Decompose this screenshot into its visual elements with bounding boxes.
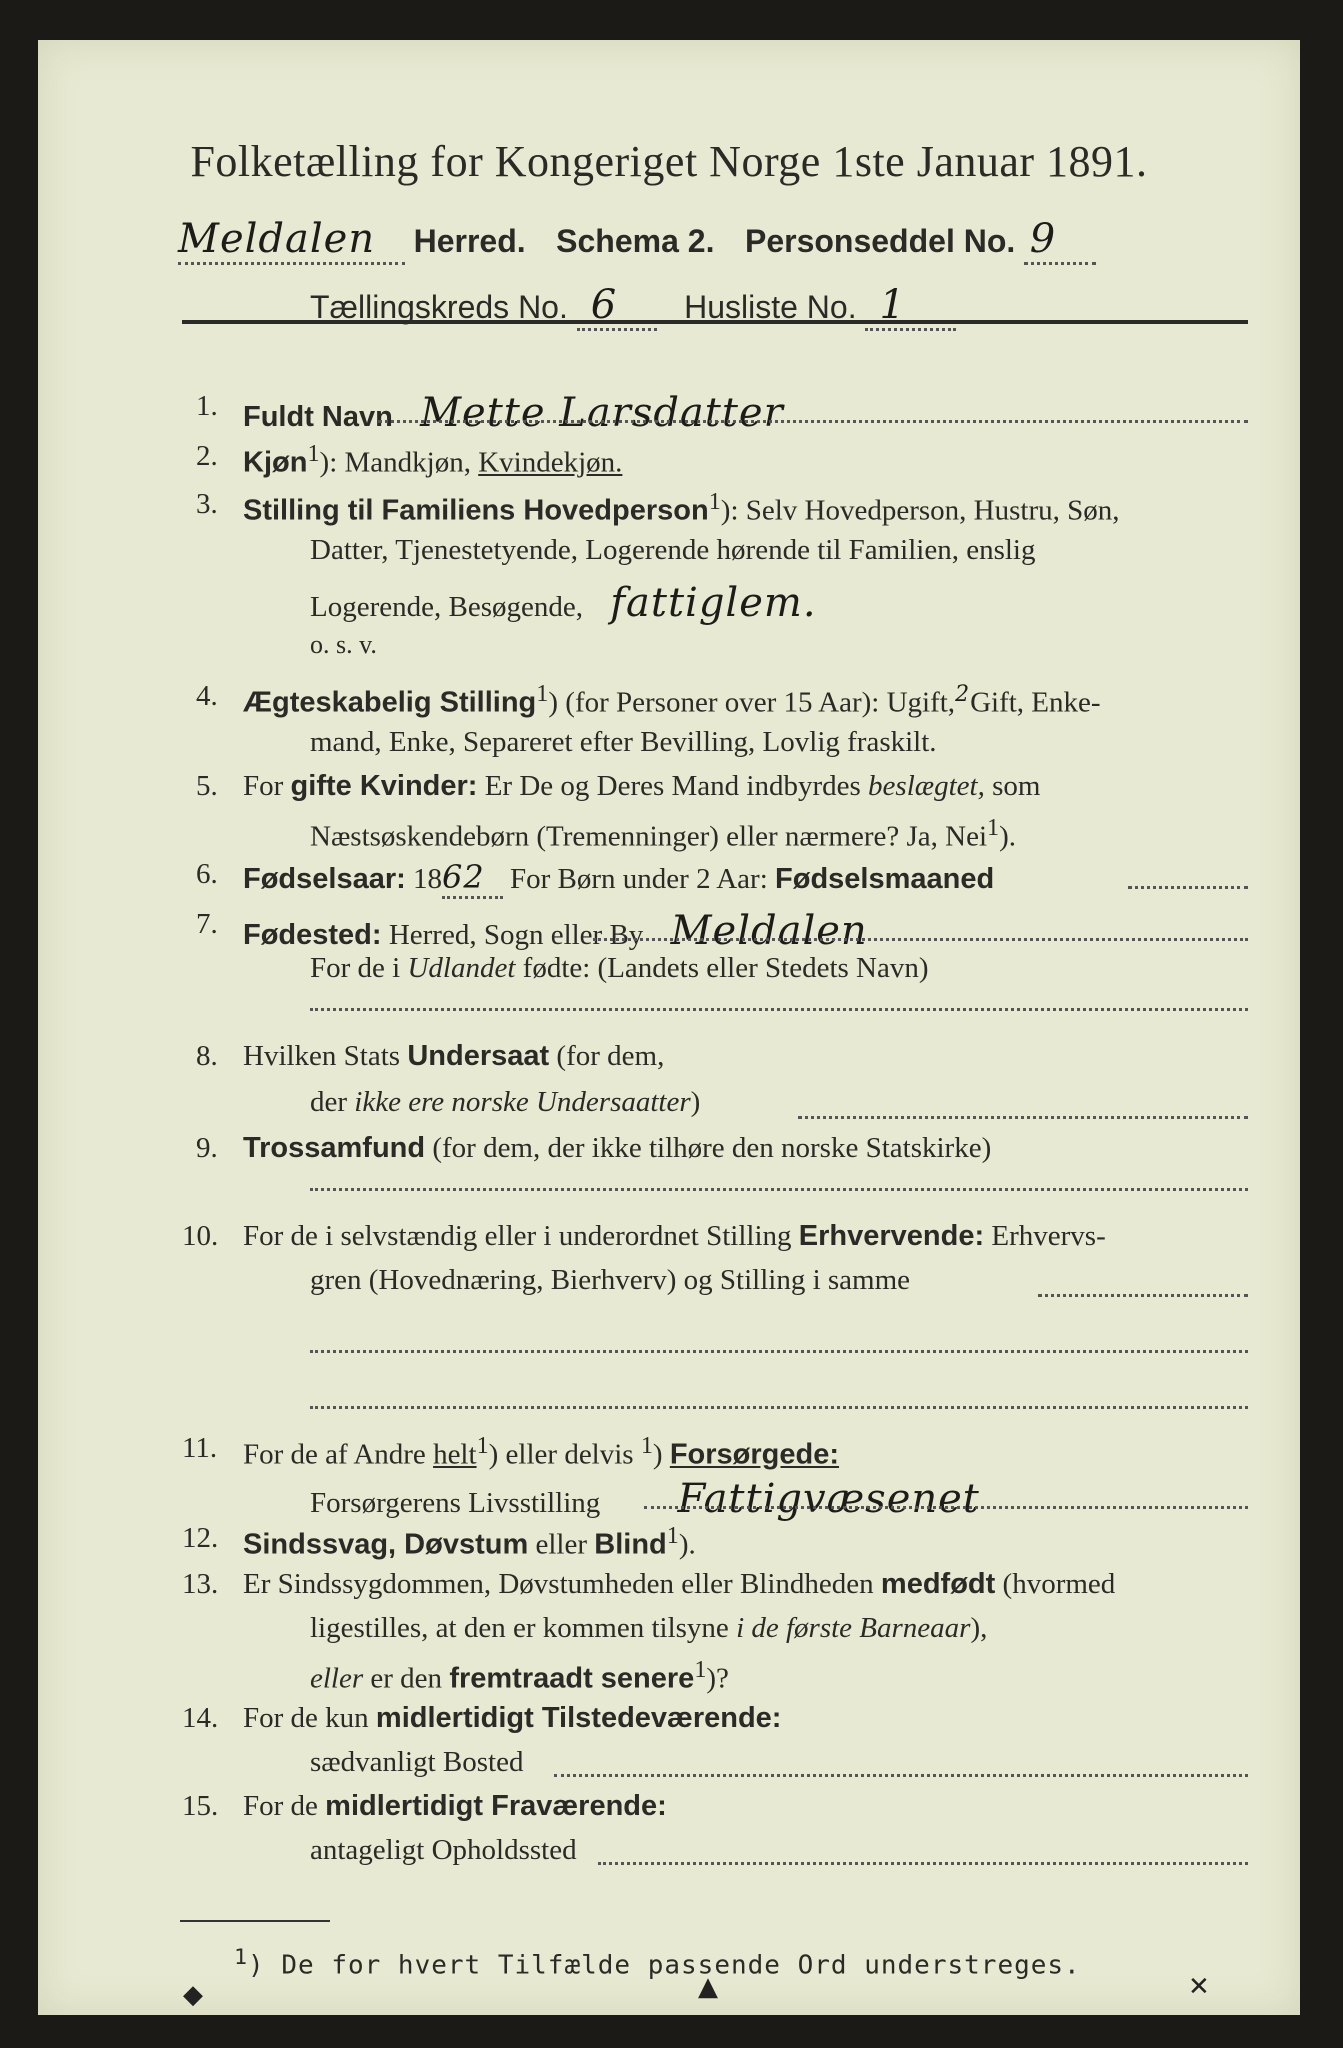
item-10-line1 bbox=[243, 1220, 1106, 1253]
header-rule bbox=[182, 320, 1248, 324]
kreds-label: Tællingskreds No. bbox=[310, 289, 568, 325]
footnote-ref: 1 bbox=[666, 1522, 679, 1549]
item-label: Blind bbox=[594, 1528, 667, 1561]
item-3-line3 bbox=[310, 580, 817, 626]
footnote-rule bbox=[180, 1920, 330, 1922]
item-2-kjon: Kjøn$^1$): Mandkjøn, Kvindekjøn. bbox=[243, 440, 623, 479]
husliste-value: 1 bbox=[865, 282, 955, 331]
birthplace-value: Meldalen bbox=[670, 908, 868, 954]
item-text: 18 bbox=[405, 863, 443, 895]
item-number: 14. bbox=[182, 1702, 219, 1734]
item-13-line1 bbox=[243, 1568, 1115, 1601]
item-text: ). bbox=[678, 1528, 696, 1561]
personseddel-value: 9 bbox=[1024, 216, 1096, 265]
answer-line bbox=[1128, 886, 1248, 889]
item-10-line2: gren (Hovednæring, Bierhverv) og Stilling i samme bbox=[310, 1264, 911, 1296]
item-number: 4. bbox=[196, 680, 218, 712]
item-text: For de i bbox=[310, 952, 408, 984]
item-text: som bbox=[984, 770, 1041, 802]
footnote-ref: 1 bbox=[234, 1945, 249, 1970]
item-number: 12. bbox=[182, 1522, 219, 1554]
footnote-ref: 1 bbox=[987, 814, 1000, 841]
item-text: For Børn under 2 Aar: bbox=[502, 863, 776, 895]
item-3-line2: Datter, Tjenestetyende, Logerende hørende til Familien, enslig bbox=[310, 534, 1036, 566]
item-text: For de bbox=[243, 1790, 326, 1822]
item-6-fodselsaar bbox=[243, 858, 994, 899]
item-13-line3 bbox=[310, 1656, 729, 1696]
item-text: ligestilles, at den er kommen tilsyne bbox=[310, 1612, 737, 1644]
item-label: Erhvervende: bbox=[798, 1220, 985, 1252]
footnote-ref: 1 bbox=[708, 488, 721, 515]
item-13-line2 bbox=[310, 1612, 987, 1645]
stilling-value: fattiglem. bbox=[610, 580, 817, 626]
item-text: Herred, Sogn eller By bbox=[381, 919, 644, 951]
answer-line bbox=[310, 1350, 1248, 1353]
item-text: For bbox=[243, 770, 291, 802]
answer-line bbox=[554, 1774, 1248, 1777]
answer-line bbox=[1038, 1294, 1248, 1297]
answer-line bbox=[598, 1862, 1248, 1865]
item-text: Erhvervs- bbox=[984, 1220, 1106, 1252]
item-text: Næstsøskendebørn (Tremenninger) eller nærmere? Ja, Nei bbox=[310, 820, 988, 853]
item-3-line1: Stilling til Familiens Hovedperson$^1$): Selv Hovedperson, Hustru, Søn, bbox=[243, 488, 1120, 527]
item-label: Stilling til Familiens Hovedperson bbox=[243, 494, 709, 527]
item-number: 15. bbox=[182, 1790, 219, 1822]
footnote-ref: 1 bbox=[476, 1432, 489, 1459]
footnote-text: ) De for hvert Tilfælde passende Ord understreges. bbox=[248, 1950, 1081, 1981]
item-label: Ægteskabelig Stilling bbox=[243, 686, 537, 719]
item-text: : Selv Hovedperson, Hustru, Søn, bbox=[730, 494, 1120, 527]
item-text: ). bbox=[999, 820, 1017, 853]
item-label: Fuldt Navn bbox=[243, 401, 393, 433]
handwritten-mark: 2 bbox=[955, 682, 971, 707]
forsorger-value: Fattigvæsenet bbox=[677, 1476, 980, 1522]
ink-mark: ✕ bbox=[1188, 1972, 1210, 2002]
selected-option: helt bbox=[433, 1438, 477, 1471]
item-label: Fødested: bbox=[243, 919, 382, 951]
item-number: 1. bbox=[196, 390, 218, 422]
herred-label: Herred. bbox=[413, 223, 526, 259]
item-label: Trossamfund bbox=[243, 1132, 426, 1164]
item-number: 5. bbox=[196, 770, 218, 802]
item-text: ) bbox=[652, 1438, 670, 1471]
footnote-ref: 1 bbox=[640, 1432, 653, 1459]
footnote-ref: 1 bbox=[536, 680, 549, 707]
item-text: ), bbox=[970, 1612, 988, 1644]
answer-line bbox=[593, 938, 1248, 941]
item-number: 3. bbox=[196, 488, 218, 520]
item-label: fremtraadt senere bbox=[449, 1662, 695, 1695]
item-text: (for dem, bbox=[549, 1040, 665, 1072]
item-number: 10. bbox=[182, 1220, 219, 1252]
item-text: For de af Andre bbox=[243, 1438, 434, 1471]
item-text: (for Personer over 15 Aar): Ugift, bbox=[558, 686, 956, 719]
item-7-line2 bbox=[310, 952, 929, 985]
item-text: er den bbox=[363, 1662, 450, 1695]
item-label: midlertidigt Fraværende: bbox=[325, 1790, 667, 1822]
item-1-fuldt-navn bbox=[243, 390, 784, 436]
footnote-ref: 1 bbox=[307, 440, 320, 467]
italic-text: eller bbox=[310, 1662, 364, 1695]
item-text: For de kun bbox=[243, 1702, 376, 1734]
item-9-trossamfund bbox=[243, 1132, 991, 1165]
item-15-line2: antageligt Opholdssted bbox=[310, 1834, 577, 1866]
item-text: Forsørgerens Livsstilling bbox=[310, 1487, 601, 1519]
item-number: 2. bbox=[196, 440, 218, 472]
form-title: Folketælling for Kongeriget Norge 1ste Januar 1891. bbox=[190, 137, 1148, 186]
selected-option: Kvindekjøn. bbox=[478, 446, 623, 479]
item-label: Fødselsmaaned bbox=[775, 863, 995, 895]
item-text: Gift, Enke- bbox=[970, 686, 1101, 719]
herred-line bbox=[178, 216, 1096, 265]
item-text: (hvormed bbox=[995, 1568, 1116, 1600]
item-11-line1 bbox=[243, 1432, 839, 1472]
item-4-line1: Ægteskabelig Stilling$^1$) (for Personer over 15 Aar): Ugift,$^2$Gift, Enke- bbox=[243, 680, 1101, 719]
item-7-line1 bbox=[243, 908, 868, 954]
item-label: gifte Kvinder: bbox=[290, 770, 478, 802]
item-text: eller bbox=[528, 1528, 595, 1561]
birth-year-value: 62 bbox=[442, 858, 503, 899]
answer-line bbox=[310, 1008, 1248, 1011]
name-value: Mette Larsdatter bbox=[420, 390, 784, 436]
schema-label: Schema 2. bbox=[556, 223, 715, 259]
footnote bbox=[234, 1945, 1081, 1981]
item-5-line2 bbox=[310, 814, 1016, 854]
item-text: fødte: (Landets eller Stedets Navn) bbox=[515, 952, 929, 984]
item-text: Er Sindssygdommen, Døvstumheden eller Blindheden bbox=[243, 1568, 881, 1600]
item-number: 7. bbox=[196, 908, 218, 940]
footnote-ref: 1 bbox=[694, 1656, 707, 1683]
item-text: Logerende, Besøgende, bbox=[310, 591, 583, 623]
item-label: Sindssvag, Døvstum bbox=[243, 1528, 529, 1561]
item-8-line2 bbox=[310, 1086, 700, 1119]
item-number: 6. bbox=[196, 858, 218, 890]
italic-text: i de første Barneaar bbox=[736, 1612, 971, 1644]
item-number: 11. bbox=[182, 1432, 218, 1464]
item-number: 8. bbox=[196, 1040, 218, 1072]
answer-line bbox=[378, 420, 1248, 423]
item-14-line2: sædvanligt Bosted bbox=[310, 1746, 524, 1778]
item-3-line4: o. s. v. bbox=[310, 630, 377, 659]
item-text: : Mandkjøn, bbox=[329, 446, 479, 479]
item-label: midlertidigt Tilstedeværende: bbox=[375, 1702, 782, 1734]
item-12 bbox=[243, 1522, 696, 1562]
item-label: Forsørgede: bbox=[669, 1438, 840, 1471]
husliste-label: Husliste No. bbox=[684, 289, 857, 325]
census-form-sheet bbox=[38, 40, 1300, 2015]
answer-line bbox=[310, 1188, 1248, 1191]
item-text: ) bbox=[690, 1086, 701, 1118]
kreds-value: 6 bbox=[577, 282, 657, 331]
item-label: Fødselsaar: bbox=[243, 863, 406, 895]
item-text: ) eller delvis bbox=[488, 1438, 641, 1471]
item-text: Hvilken Stats bbox=[243, 1040, 408, 1072]
item-11-line2 bbox=[310, 1476, 980, 1522]
item-4-line2: mand, Enke, Separeret efter Bevilling, Lovlig fraskilt. bbox=[310, 726, 937, 758]
item-14-line1 bbox=[243, 1702, 781, 1735]
ink-mark: ▲ bbox=[698, 1972, 718, 2002]
item-text: der bbox=[310, 1086, 355, 1118]
italic-text: Udlandet bbox=[407, 952, 516, 984]
herred-value: Meldalen bbox=[178, 216, 405, 265]
item-text: For de i selvstændig eller i underordnet Stilling bbox=[243, 1220, 799, 1252]
item-text: (for dem, der ikke tilhøre den norske Statskirke) bbox=[425, 1132, 992, 1164]
item-text: )? bbox=[706, 1662, 729, 1695]
item-number: 9. bbox=[196, 1132, 218, 1164]
answer-line bbox=[644, 1506, 1248, 1509]
item-text: Er De og Deres Mand indbyrdes bbox=[477, 770, 869, 802]
answer-line bbox=[310, 1406, 1248, 1409]
item-label: Kjøn bbox=[243, 446, 308, 479]
item-15-line1 bbox=[243, 1790, 667, 1823]
personseddel-label: Personseddel No. bbox=[744, 223, 1016, 259]
item-number: 13. bbox=[182, 1568, 219, 1600]
item-label: Undersaat bbox=[407, 1040, 550, 1072]
italic-text: beslægtet, bbox=[868, 770, 985, 802]
italic-text: ikke ere norske Undersaatter bbox=[354, 1086, 691, 1118]
ink-mark: ◆ bbox=[183, 1980, 203, 2010]
item-8-line1 bbox=[243, 1040, 664, 1073]
item-5-line1 bbox=[243, 770, 1040, 803]
item-label: medfødt bbox=[880, 1568, 996, 1600]
answer-line bbox=[798, 1116, 1248, 1119]
